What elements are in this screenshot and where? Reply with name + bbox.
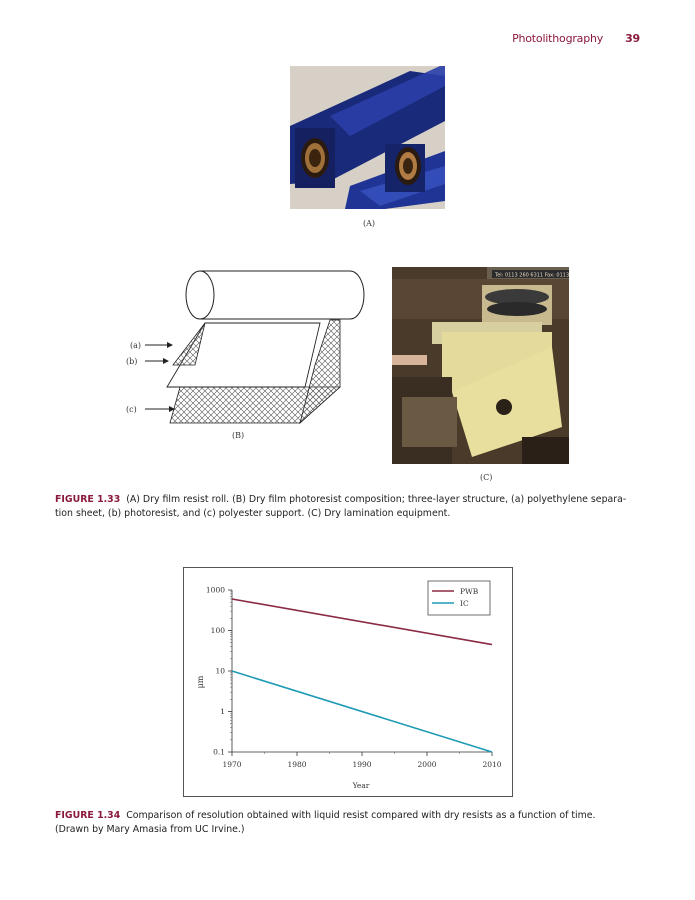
layer-label-a: (a): [130, 341, 142, 350]
panel-b-label: (B): [232, 431, 245, 440]
y-tick-label: 1: [220, 707, 225, 716]
page-number: 39: [625, 32, 640, 45]
figure-number: FIGURE 1.34: [55, 810, 121, 821]
y-tick-label: 1000: [205, 585, 225, 595]
caption-text-line1: Comparison of resolution obtained with liquid resist compared with dry resists as a function of time.: [126, 810, 596, 821]
x-tick-label: 1980: [287, 760, 307, 769]
running-head: [512, 32, 640, 45]
dry-film-roll-photo: [290, 66, 445, 209]
x-tick-label: 1970: [222, 760, 242, 769]
x-axis-label: Year: [352, 781, 370, 790]
figure-1-34-caption: [55, 809, 640, 836]
series-line-ic: [232, 671, 492, 752]
y-axis-label: μm: [196, 675, 205, 689]
resolution-chart-svg: [184, 568, 512, 796]
figure-1-33-caption: [55, 493, 640, 520]
section-title: Photolithography: [512, 32, 604, 45]
lamination-equipment-photo: [392, 267, 569, 464]
resolution-chart: [183, 567, 513, 797]
caption-text-line2: (Drawn by Mary Amasia from UC Irvine.): [55, 823, 245, 835]
three-layer-diagram: [115, 265, 380, 445]
x-tick-label: 1990: [352, 760, 372, 769]
y-tick-label: 0.1: [213, 747, 225, 757]
panel-c-label: (C): [480, 473, 493, 482]
y-tick-label: 100: [210, 626, 225, 635]
legend-box: [428, 581, 490, 615]
legend-label-pwb: PWB: [460, 587, 479, 596]
caption-text-line1: (A) Dry film resist roll. (B) Dry film photoresist composition; three-layer structure, (a) polyethylene separa-: [126, 494, 627, 505]
layer-label-c: (c): [126, 405, 137, 414]
y-tick-label: 10: [215, 666, 225, 676]
equipment-sign-text: Tel: 0113 260 6311 Fax: 0113: [495, 272, 569, 279]
x-tick-label: 2000: [417, 760, 437, 769]
panel-a-label: (A): [363, 219, 376, 228]
caption-text-line2: tion sheet, (b) photoresist, and (c) polyester support. (C) Dry lamination equipment.: [55, 507, 451, 519]
layer-label-b: (b): [126, 357, 138, 366]
legend-label-ic: IC: [460, 599, 469, 608]
figure-number: FIGURE 1.33: [55, 494, 121, 505]
x-tick-label: 2010: [482, 760, 502, 769]
